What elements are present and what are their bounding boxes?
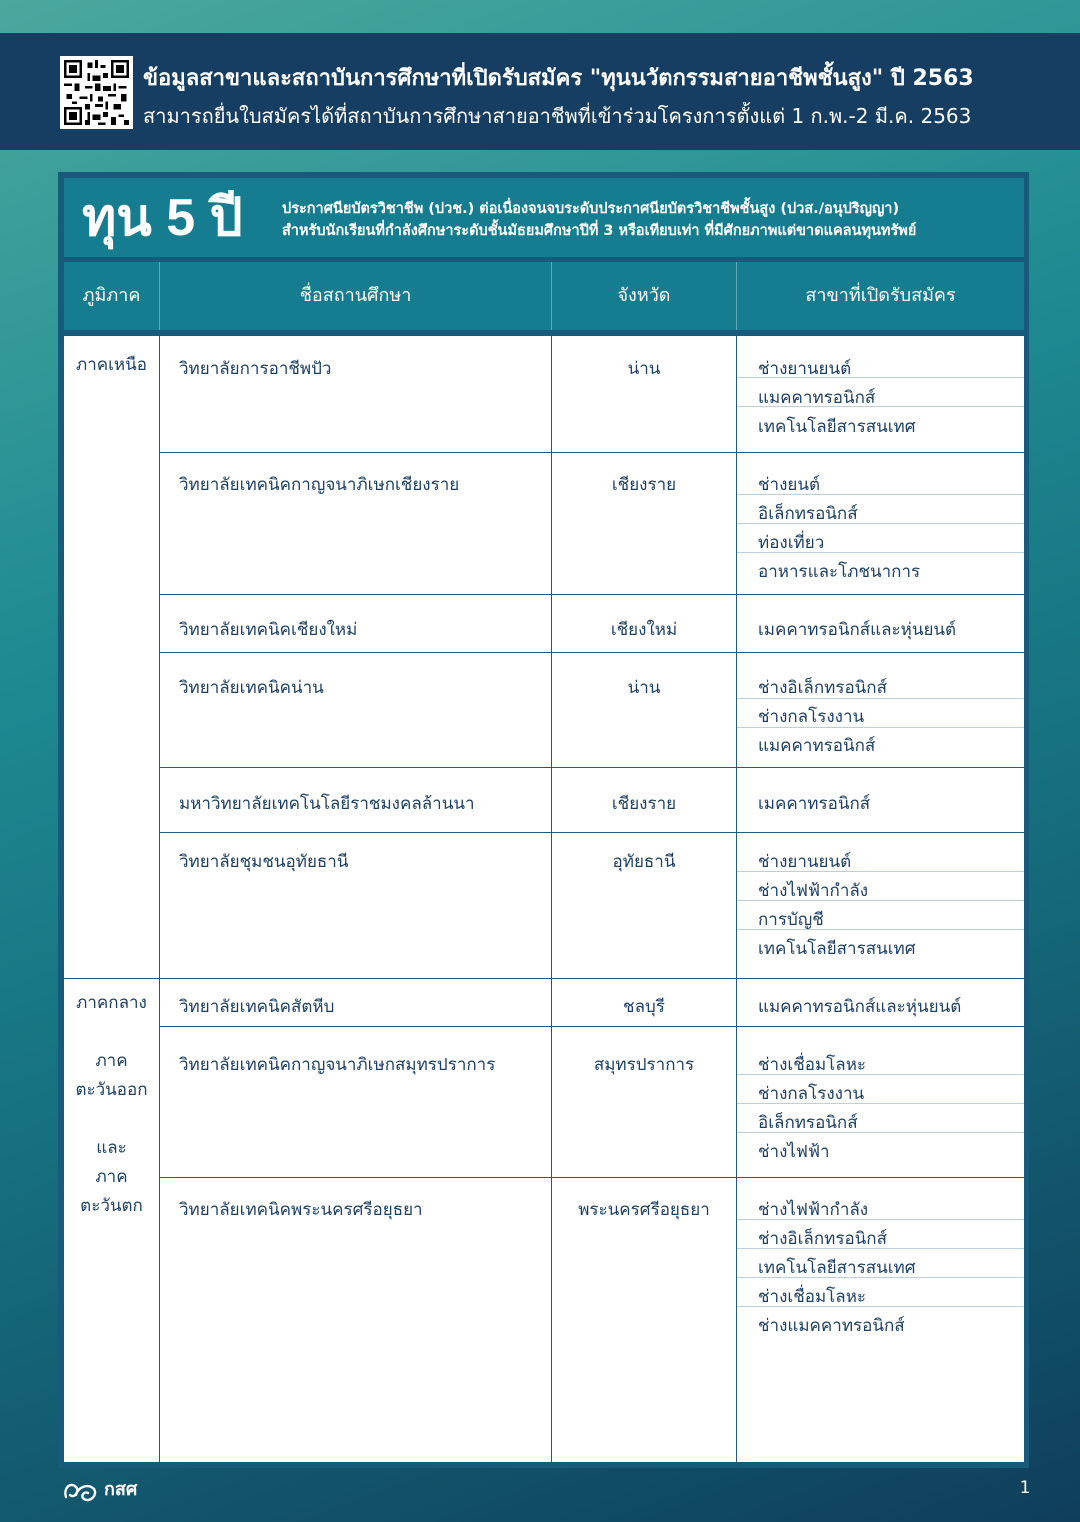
major-item: แมคคาทรอนิกส์และหุ่นยนต์: [758, 997, 962, 1017]
header-divider: [736, 262, 737, 330]
page-subtitle: สามารถยื่นใบสมัครได้ที่สถาบันการศึกษาสายอาชีพที่เข้าร่วมโครงการตั้งแต่ 1 ก.พ.-2 มี.ค. 2563: [143, 104, 972, 128]
region-divider: [64, 978, 1024, 979]
province: เชียงราย: [611, 794, 677, 814]
province: ชลบุรี: [623, 997, 665, 1017]
major-item: ช่างอิเล็กทรอนิกส์: [758, 1229, 887, 1249]
school-name: วิทยาลัยเทคนิคพระนครศรีอยุธยา: [179, 1200, 423, 1220]
province: น่าน: [627, 678, 661, 698]
school-name: มหาวิทยาลัยเทคโนโลยีราชมงคลล้านนา: [179, 794, 475, 814]
footer-logo: [62, 1475, 137, 1505]
column-divider: [736, 336, 737, 1462]
qr-code-icon[interactable]: [60, 56, 133, 129]
school-name: วิทยาลัยการอาชีพปัว: [179, 359, 332, 379]
row-divider: [159, 452, 1024, 453]
major-item: ท่องเที่ยว: [758, 533, 825, 553]
major-item: ช่างไฟฟ้า: [758, 1142, 830, 1162]
major-item: ช่างไฟฟ้ากำลัง: [758, 881, 869, 901]
major-item: ช่างยานยนต์: [758, 852, 852, 872]
header-divider: [159, 262, 160, 330]
province: อุทัยธานี: [612, 852, 676, 872]
header-divider: [551, 262, 552, 330]
banner-description-line1: ประกาศนียบัตรวิชาชีพ (ปวช.) ต่อเนื่องจนจบระดับประกาศนียบัตรวิชาชีพชั้นสูง (ปวส./อนุปริญญา): [282, 201, 900, 217]
major-item: เมคคาทรอนิกส์และหุ่นยนต์: [758, 620, 957, 640]
region-north: ภาคเหนือ: [76, 355, 147, 375]
column-divider: [159, 336, 160, 1462]
table-body: [64, 336, 1024, 1462]
province: พระนครศรีอยุธยา: [578, 1200, 710, 1220]
major-item: ช่างกลโรงงาน: [758, 1084, 865, 1104]
header-majors: สาขาที่เปิดรับสมัคร: [805, 285, 956, 306]
row-divider: [159, 832, 1024, 833]
school-name: วิทยาลัยเทคนิคเชียงใหม่: [179, 620, 358, 640]
row-divider: [159, 767, 1024, 768]
major-item: เทคโนโลยีสารสนเทศ: [758, 417, 916, 437]
page-title: ข้อมูลสาขาและสถาบันการศึกษาที่เปิดรับสมัคร "ทุนนวัตกรรมสายอาชีพชั้นสูง" ปี 2563: [143, 66, 974, 91]
major-item: เทคโนโลยีสารสนเทศ: [758, 1258, 916, 1278]
row-divider: [159, 1177, 1024, 1178]
major-item: ช่างเชื่อมโลหะ: [758, 1287, 867, 1307]
major-item: ช่างแมคคาทรอนิกส์: [758, 1316, 905, 1336]
province: เชียงราย: [611, 475, 677, 495]
major-item: ช่างกลโรงงาน: [758, 707, 865, 727]
row-divider: [159, 594, 1024, 595]
major-item: ช่างยนต์: [758, 475, 821, 495]
major-item: อิเล็กทรอนิกส์: [758, 1113, 858, 1133]
school-name: วิทยาลัยเทคนิคสัตหีบ: [179, 997, 335, 1017]
school-name: วิทยาลัยชุมชนอุทัยธานี: [179, 852, 349, 872]
header-region: ภูมิภาค: [82, 285, 141, 306]
province: สมุทรปราการ: [593, 1055, 695, 1075]
major-item: ช่างเชื่อมโลหะ: [758, 1055, 867, 1075]
province: เชียงใหม่: [610, 620, 678, 640]
logo-text: กสศ: [104, 1479, 138, 1500]
major-item: แมคคาทรอนิกส์: [758, 388, 876, 408]
header-school: ชื่อสถานศึกษา: [299, 285, 412, 306]
major-item: อาหารและโภชนาการ: [758, 562, 921, 582]
province: น่าน: [627, 359, 661, 379]
major-item: การบัญชี: [758, 910, 824, 930]
region-central-east-west: ภาคกลาง ภาค ตะวันออก และ ภาค ตะวันตก: [75, 993, 148, 1216]
major-item: แมคคาทรอนิกส์: [758, 736, 876, 756]
banner-description-line2: สำหรับนักเรียนที่กำลังศึกษาระดับชั้นมัธยมศึกษาปีที่ 3 หรือเทียบเท่า ที่มีศักยภาพแต่ขาดแคลนทุนทรัพย์: [282, 223, 917, 239]
school-name: วิทยาลัยเทคนิคกาญจนาภิเษกเชียงราย: [179, 475, 460, 495]
page-number: 1: [1019, 1478, 1031, 1498]
school-name: วิทยาลัยเทคนิคน่าน: [179, 678, 324, 698]
major-item: ช่างอิเล็กทรอนิกส์: [758, 678, 887, 698]
header-province: จังหวัด: [617, 285, 671, 306]
major-item: ช่างยานยนต์: [758, 359, 852, 379]
column-divider: [551, 336, 552, 1462]
row-divider: [159, 652, 1024, 653]
scholarship-title: ทุน 5 ปี: [82, 189, 243, 247]
major-item: เทคโนโลยีสารสนเทศ: [758, 939, 916, 959]
major-item: อิเล็กทรอนิกส์: [758, 504, 858, 524]
ksp-logo-icon: [62, 1475, 98, 1505]
row-divider: [159, 1026, 1024, 1027]
major-item: เมคคาทรอนิกส์: [758, 794, 871, 814]
major-item: ช่างไฟฟ้ากำลัง: [758, 1200, 869, 1220]
school-name: วิทยาลัยเทคนิคกาญจนาภิเษกสมุทรปราการ: [179, 1055, 496, 1075]
